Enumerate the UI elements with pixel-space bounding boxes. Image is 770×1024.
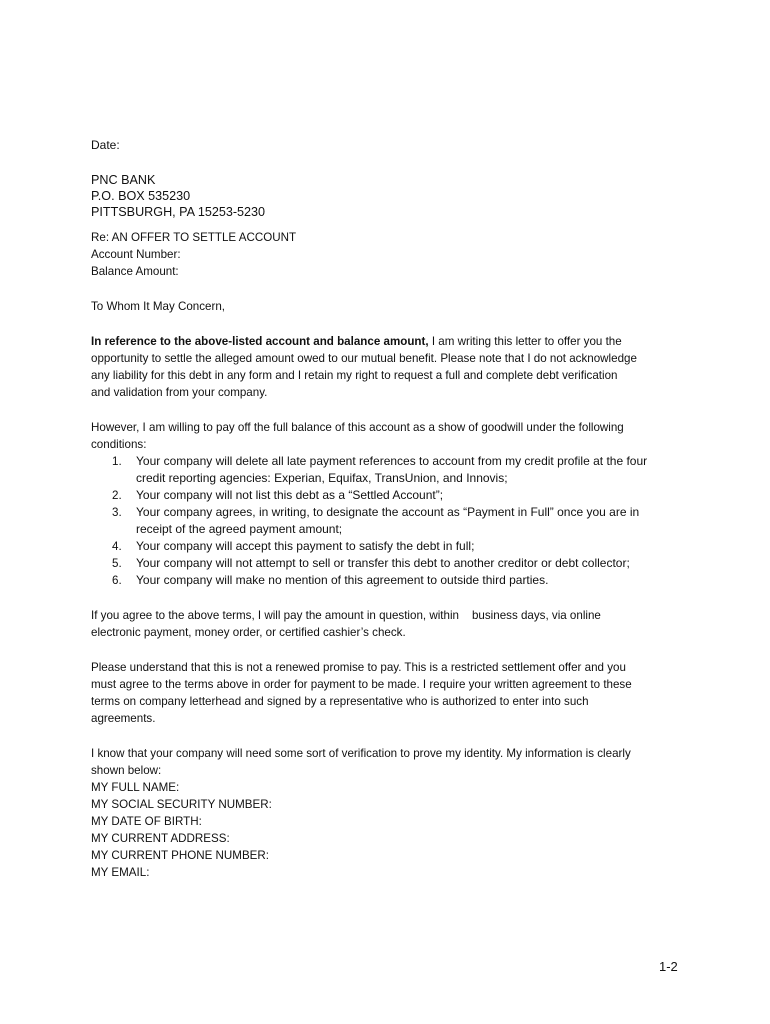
re-subject: Re: AN OFFER TO SETTLE ACCOUNT (91, 231, 297, 244)
condition-item (91, 538, 691, 555)
condition-text: Your company agrees, in writing, to designate the account as “Payment in Full” once you are in (136, 505, 640, 519)
conditions-intro-line-1: However, I am willing to pay off the full balance of this account as a show of goodwill under the following (91, 421, 624, 434)
condition-text-cont: credit reporting agencies: Experian, Equifax, TransUnion, and Innovis; (136, 471, 508, 485)
condition-text-cont: receipt of the agreed payment amount; (136, 522, 343, 536)
dob-label: MY DATE OF BIRTH: (91, 815, 202, 828)
restricted-line-2: must agree to the terms above in order for payment to be made. I require your written agreement to these (91, 678, 632, 691)
condition-item (91, 487, 691, 504)
paragraph-conditions-intro (91, 419, 691, 453)
conditions-list (91, 453, 691, 589)
balance-amount-label: Balance Amount: (91, 265, 179, 278)
condition-number: 5. (112, 557, 122, 570)
payment-terms-line-2: electronic payment, money order, or certified cashier’s check. (91, 626, 406, 639)
recipient-line-1: PNC BANK (91, 173, 156, 187)
paragraph-payment-terms (91, 607, 691, 641)
conditions-intro-line-2: conditions: (91, 438, 147, 451)
offer-line-2: opportunity to settle the alleged amount owed to our mutual benefit. Please note that I do not acknowledge (91, 352, 637, 365)
account-number-label: Account Number: (91, 248, 181, 261)
condition-text: Your company will not attempt to sell or transfer this debt to another creditor or debt collector; (136, 556, 630, 570)
letter-body (91, 137, 691, 881)
condition-number: 2. (112, 489, 122, 502)
paragraph-identity (91, 745, 691, 881)
payment-terms-line-1a: If you agree to the above terms, I will pay the amount in question, within (91, 609, 459, 622)
recipient-line-3: PITTSBURGH, PA 15253-5230 (91, 205, 266, 219)
salutation: To Whom It May Concern, (91, 300, 226, 313)
condition-number: 6. (112, 574, 122, 587)
restricted-line-1: Please understand that this is not a renewed promise to pay. This is a restricted settlement offer and you (91, 661, 626, 674)
full-name-label: MY FULL NAME: (91, 781, 180, 794)
condition-text: Your company will make no mention of this agreement to outside third parties. (136, 573, 549, 587)
condition-text: Your company will not list this debt as a “Settled Account”; (136, 488, 444, 502)
offer-line-4: and validation from your company. (91, 386, 268, 399)
paragraph-restricted-offer (91, 659, 691, 727)
condition-item (91, 572, 691, 589)
condition-number: 3. (112, 506, 122, 519)
ssn-label: MY SOCIAL SECURITY NUMBER: (91, 798, 272, 811)
re-block (91, 229, 691, 280)
identity-line-2: shown below: (91, 764, 162, 777)
condition-text: Your company will delete all late payment references to account from my credit profile at the four (136, 454, 648, 468)
phone-label: MY CURRENT PHONE NUMBER: (91, 849, 270, 862)
offer-line-3: any liability for this debt in any form and I retain my right to request a full and complete debt verification (91, 369, 618, 382)
condition-text: Your company will accept this payment to satisfy the debt in full; (136, 539, 475, 553)
email-label: MY EMAIL: (91, 866, 150, 879)
address-label: MY CURRENT ADDRESS: (91, 832, 230, 845)
condition-item (91, 555, 691, 572)
paragraph-offer (91, 333, 691, 401)
date-label: Date: (91, 138, 120, 152)
restricted-line-4: agreements. (91, 712, 156, 725)
condition-number: 4. (112, 540, 122, 553)
condition-number: 1. (112, 455, 122, 468)
offer-bold-lead: In reference to the above-listed account and balance amount, (91, 335, 429, 348)
identity-line-1: I know that your company will need some sort of verification to prove my identity. My information is clearly (91, 747, 631, 760)
offer-line-1: I am writing this letter to offer you the (428, 335, 622, 348)
recipient-line-2: P.O. BOX 535230 (91, 189, 191, 203)
condition-item (91, 504, 691, 538)
recipient-address (91, 172, 691, 220)
page-number: 1-2 (659, 959, 678, 974)
condition-item (91, 453, 691, 487)
restricted-line-3: terms on company letterhead and signed by a representative who is authorized to enter into such (91, 695, 589, 708)
payment-terms-line-1b: business days, via online (471, 609, 601, 622)
